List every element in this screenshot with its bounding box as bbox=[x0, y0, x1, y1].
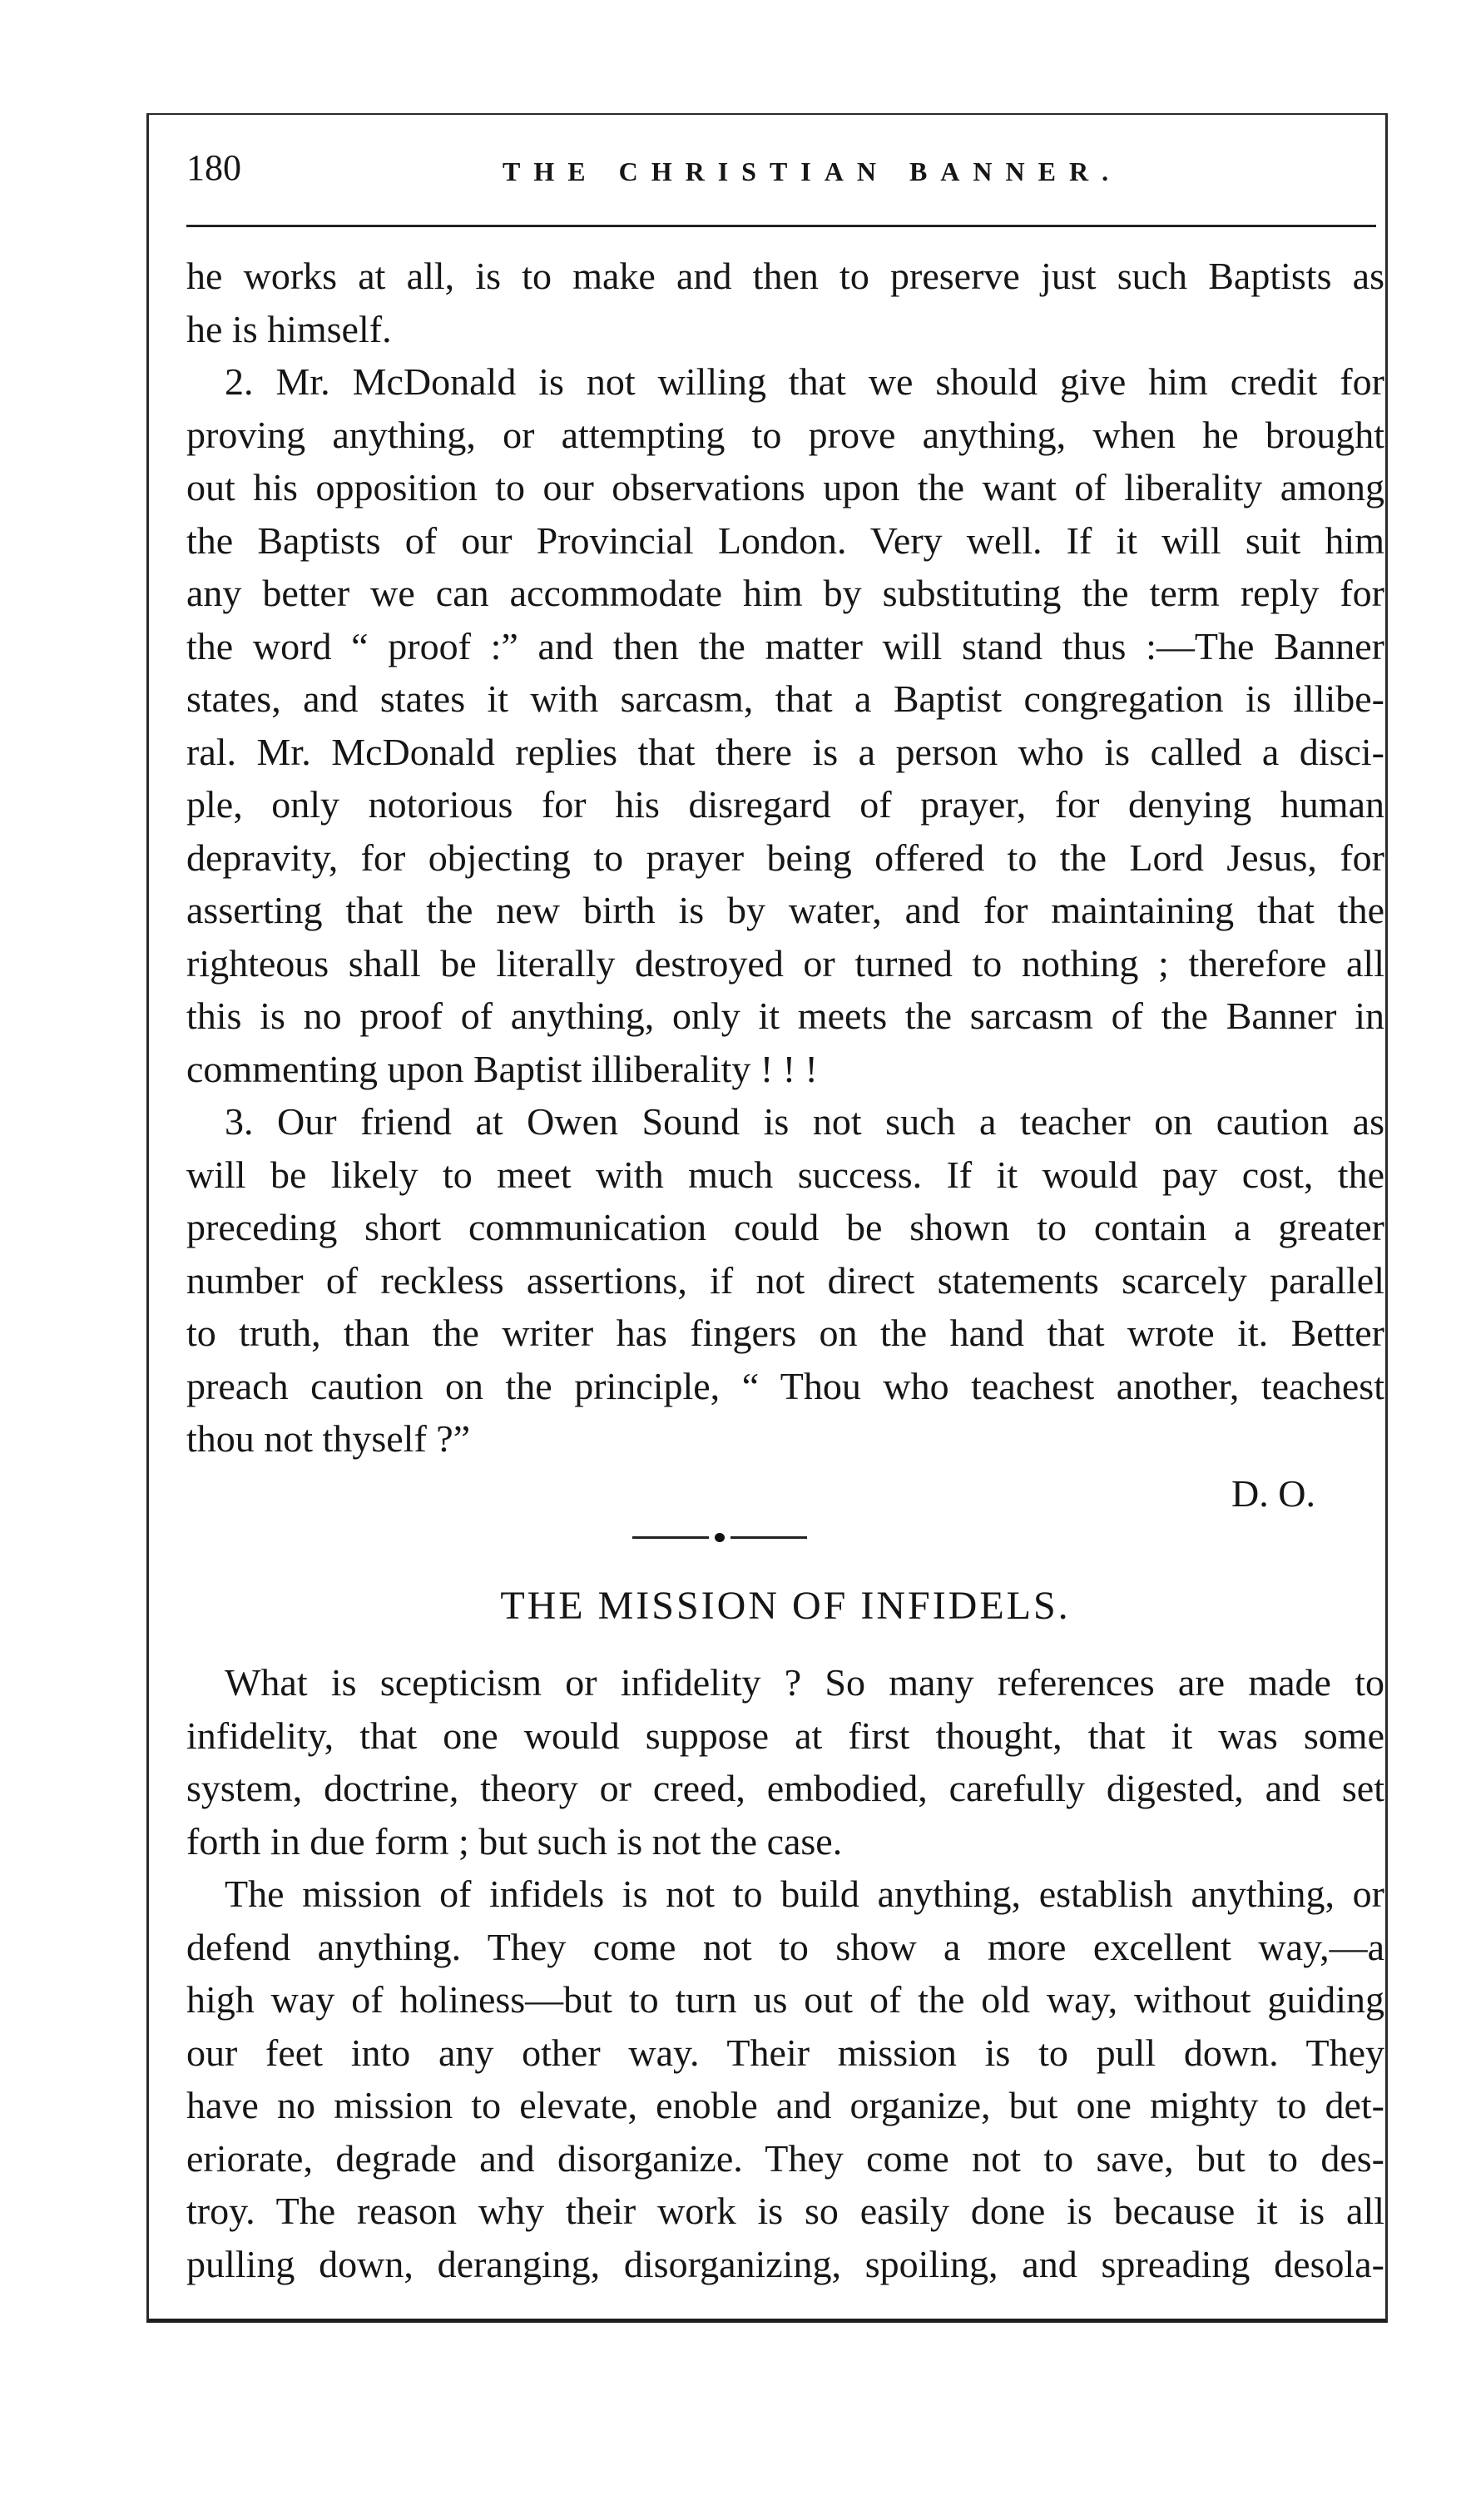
divider-line-right bbox=[731, 1536, 807, 1539]
text-line: this is no proof of anything, only it meets the sarcasm of the Banner in bbox=[186, 995, 1384, 1037]
text-line: 2. Mr. McDonald is not willing that we should give him credit for bbox=[225, 360, 1384, 403]
page-number: 180 bbox=[186, 147, 241, 188]
text-line: thou not thyself ?” bbox=[186, 1417, 471, 1460]
text-line: infidelity, that one would suppose at first thought, that it was some bbox=[186, 1714, 1384, 1757]
text-line: proving anything, or attempting to prove anything, when he brought bbox=[186, 413, 1384, 456]
header-rule bbox=[186, 225, 1376, 227]
text-line: to truth, than the writer has fingers on the hand that wrote it. Better bbox=[186, 1312, 1384, 1354]
text-line: preach caution on the principle, “ Thou who teachest another, teachest bbox=[186, 1364, 1384, 1407]
article-body-infidels bbox=[186, 1656, 1384, 2290]
text-line: states, and states it with sarcasm, that a Baptist congregation is illibe- bbox=[186, 677, 1384, 720]
running-title: THE CHRISTIAN BANNER. bbox=[503, 156, 1122, 186]
article-body bbox=[186, 250, 1384, 1466]
text-line: the Baptists of our Provincial London. Very well. If it will suit him bbox=[186, 518, 1384, 562]
text-line: the word “ proof :” and then the matter will stand thus :—The Banner bbox=[186, 624, 1384, 667]
text-line: eriorate, degrade and disorganize. They come not to save, but to des- bbox=[186, 2136, 1384, 2180]
divider-dot bbox=[715, 1533, 725, 1542]
text-line: have no mission to elevate, enoble and organize, but one mighty to det- bbox=[186, 2084, 1384, 2126]
text-line: number of reckless assertions, if not direct statements scarcely parallel bbox=[186, 1258, 1384, 1302]
text-line: he works at all, is to make and then to preserve just such Baptists as bbox=[186, 255, 1384, 297]
text-line: ple, only notorious for his disregard of prayer, for denying human bbox=[186, 783, 1384, 826]
text-line: commenting upon Baptist illiberality ! ! ! bbox=[186, 1047, 818, 1090]
text-line: 3. Our friend at Owen Sound is not such a teacher on caution as bbox=[225, 1100, 1384, 1143]
text-line: asserting that the new birth is by water, and for maintaining that the bbox=[186, 889, 1384, 931]
text-line: he is himself. bbox=[186, 307, 392, 350]
text-line: ral. Mr. McDonald replies that there is a person who is called a disci- bbox=[186, 730, 1384, 773]
text-line: What is scepticism or infidelity ? So many references are made to bbox=[225, 1661, 1384, 1704]
text-line: pulling down, deranging, disorganizing, spoiling, and spreading desola- bbox=[186, 2242, 1384, 2285]
text-line: system, doctrine, theory or creed, embodied, carefully digested, and set bbox=[186, 1767, 1384, 1809]
text-line: depravity, for objecting to prayer being offered to the Lord Jesus, for bbox=[186, 836, 1384, 879]
text-line: our feet into any other way. Their mission is to pull down. They bbox=[186, 2031, 1384, 2074]
text-line: high way of holiness—but to turn us out of the old way, without guiding bbox=[186, 1978, 1384, 2021]
text-line: forth in due form ; but such is not the case. bbox=[186, 1819, 843, 1863]
text-line: any better we can accommodate him by substituting the term reply for bbox=[186, 572, 1384, 614]
text-line: out his opposition to our observations upon the want of liberality among bbox=[186, 466, 1384, 508]
section-title: THE MISSION OF INFIDELS. bbox=[500, 1584, 1071, 1628]
author-signature: D. O. bbox=[1231, 1472, 1315, 1515]
page-header bbox=[186, 146, 1376, 205]
text-line: troy. The reason why their work is so easily done is because it is all bbox=[186, 2190, 1384, 2232]
text-line: preceding short communication could be shown to contain a greater bbox=[186, 1206, 1384, 1248]
text-line: righteous shall be literally destroyed or turned to nothing ; therefore all bbox=[186, 941, 1384, 985]
text-line: defend anything. They come not to show a more excellent way,—a bbox=[186, 1925, 1384, 1968]
text-line: The mission of infidels is not to build anything, establish anything, or bbox=[225, 1873, 1384, 1915]
section-divider-ornament bbox=[632, 1533, 807, 1541]
text-line: will be likely to meet with much success. If it would pay cost, the bbox=[186, 1153, 1384, 1196]
divider-line-left bbox=[632, 1536, 709, 1539]
